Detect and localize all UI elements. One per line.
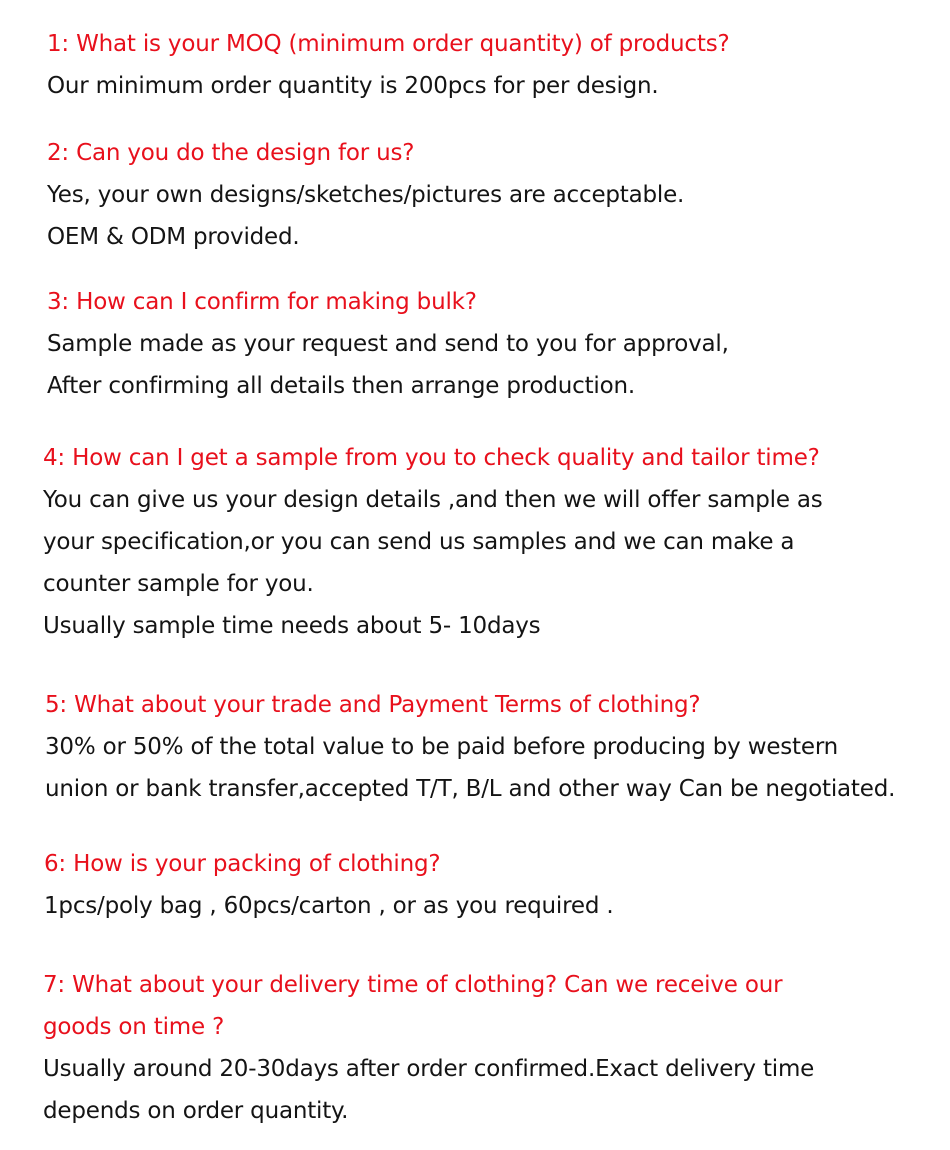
faq-question-3: 3: How can I confirm for making bulk? bbox=[47, 289, 477, 315]
faq-answer-7-line-1: Usually around 20-30days after order confirmed.Exact delivery time bbox=[43, 1056, 815, 1082]
faq-answer-3-line-1: Sample made as your request and send to you for approval, bbox=[47, 331, 729, 357]
faq-answer-3-line-2: After confirming all details then arrange production. bbox=[47, 373, 635, 399]
faq-answer-4-line-3: counter sample for you. bbox=[43, 571, 314, 597]
faq-question-2: 2: Can you do the design for us? bbox=[47, 140, 415, 166]
faq-answer-5-line-2: union or bank transfer,accepted T/T, B/L and other way Can be negotiated. bbox=[45, 776, 896, 802]
faq-question-1: 1: What is your MOQ (minimum order quantity) of products? bbox=[47, 31, 730, 57]
faq-answer-5-line-1: 30% or 50% of the total value to be paid before producing by western bbox=[45, 734, 839, 760]
faq-answer-7-line-2: depends on order quantity. bbox=[43, 1098, 349, 1124]
faq-item-6 bbox=[0, 843, 950, 927]
faq-answer-4-line-4: Usually sample time needs about 5- 10days bbox=[43, 613, 541, 639]
faq-answer-2-line-2: OEM & ODM provided. bbox=[47, 224, 300, 250]
faq-answer-4-line-2: your specification,or you can send us samples and we can make a bbox=[43, 529, 795, 555]
faq-answer-6-line-1: 1pcs/poly bag , 60pcs/carton , or as you required . bbox=[44, 893, 614, 919]
faq-question-5: 5: What about your trade and Payment Terms of clothing? bbox=[45, 692, 701, 718]
faq-question-4: 4: How can I get a sample from you to check quality and tailor time? bbox=[43, 445, 820, 471]
faq-answer-2-line-1: Yes, your own designs/sketches/pictures are acceptable. bbox=[47, 182, 685, 208]
faq-item-7 bbox=[0, 964, 950, 1132]
faq-question-7-line-1: 7: What about your delivery time of clothing? Can we receive our bbox=[43, 972, 783, 998]
faq-answer-4-line-1: You can give us your design details ,and then we will offer sample as bbox=[43, 487, 823, 513]
faq-item-2 bbox=[0, 132, 950, 258]
faq-question-6: 6: How is your packing of clothing? bbox=[44, 851, 441, 877]
faq-answer-1-line-1: Our minimum order quantity is 200pcs for per design. bbox=[47, 73, 659, 99]
faq-item-3 bbox=[0, 281, 950, 407]
faq-question-7-line-2: goods on time ? bbox=[43, 1014, 225, 1040]
faq-item-5 bbox=[0, 684, 950, 810]
faq-item-4 bbox=[0, 437, 950, 647]
faq-item-1 bbox=[0, 23, 950, 107]
